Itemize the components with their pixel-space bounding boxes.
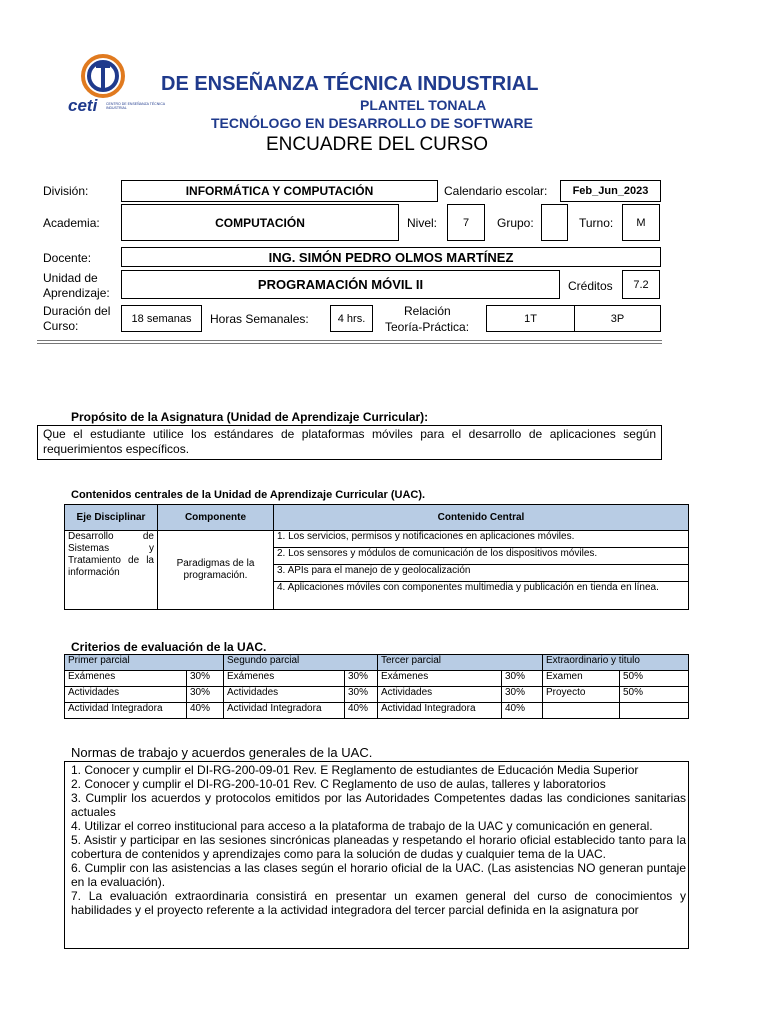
contenido-item: 4. Aplicaciones móviles con componentes multimedia y publicación en tienda en línea. [274,582,689,610]
teoria-field: 1T [486,305,575,332]
norma-item: 3. Cumplir los acuerdos y protocolos emitidos por las Autoridades Competentes dadas las condiciones sanitarias actuales [71,791,686,819]
criterio-cell: Exámenes [224,671,345,687]
criterio-header: Primer parcial [65,655,224,671]
norma-item: 6. Cumplir con las asistencias a las clases según el horario oficial de la UAC. (Las asistencias NO generan puntaje en la evaluación). [71,861,686,889]
header-componente: Componente [158,505,274,531]
criterio-cell: 50% [620,687,689,703]
normas-title: Normas de trabajo y acuerdos generales de la UAC. [71,745,373,760]
division-label: División: [43,184,89,198]
relacion-label-2: Teoría-Práctica: [385,320,470,334]
turno-label: Turno: [579,216,614,230]
header-contenido: Contenido Central [274,505,689,531]
criterio-cell [543,703,620,719]
norma-item: 5. Asistir y participar en las sesiones sincrónicas planeadas y respetando el horario oficial establecido tanto para la cobertura de contenidos y aprendizajes como para la solución de dudas y cualquier tema de la UAC. [71,833,686,861]
docente-field: ING. SIMÓN PEDRO OLMOS MARTÍNEZ [121,247,661,267]
creditos-label: Créditos [568,279,613,293]
criterio-cell: 30% [502,687,543,703]
criterio-cell: 30% [345,671,378,687]
horas-field: 4 hrs. [330,305,373,332]
division-field: INFORMÁTICA Y COMPUTACIÓN [121,180,438,202]
criterio-cell: 30% [345,687,378,703]
plantel-name: PLANTEL TONALA [360,97,487,113]
grupo-label: Grupo: [497,216,534,230]
turno-field: M [622,204,660,241]
criterio-header: Tercer parcial [378,655,543,671]
componente-cell: Paradigmas de la programación. [158,531,274,610]
criterio-header: Segundo parcial [224,655,378,671]
duracion-label-2: Curso: [43,319,79,333]
duracion-field: 18 semanas [121,305,202,332]
academia-field: COMPUTACIÓN [121,204,399,241]
grupo-field [541,204,568,241]
criterio-cell: 40% [345,703,378,719]
normas-box [64,761,689,949]
proposito-text: Que el estudiante utilice los estándares de plataformas móviles para el desarrollo de aplicaciones según requerimientos específicos. [43,427,656,456]
norma-item: 1. Conocer y cumplir el DI-RG-200-09-01 Rev. E Reglamento de estudiantes de Educación Media Superior [71,763,639,777]
contenido-item: 2. Los sensores y módulos de comunicación de los dispositivos móviles. [274,548,689,565]
criterio-cell: 50% [620,671,689,687]
ceti-logo [66,52,171,122]
docente-label: Docente: [43,251,92,265]
contenido-item: 3. APIs para el manejo de y geolocalización [274,565,689,582]
criterio-cell: 30% [187,671,224,687]
header-eje: Eje Disciplinar [65,505,158,531]
academia-label: Academia: [43,216,100,230]
norma-item: 7. La evaluación extraordinaria consistirá en presentar un examen general del curso de conocimientos y habilidades y el proyecto referente a la actividad integradora del tercer parcial definida en la asignatura por [71,889,686,917]
unidad-label-1: Unidad de [43,271,98,285]
criterios-title: Criterios de evaluación de la UAC. [71,640,267,654]
program-name: TECNÓLOGO EN DESARROLLO DE SOFTWARE [211,115,534,131]
criterio-cell: 40% [187,703,224,719]
nivel-label: Nivel: [407,216,438,230]
criterio-cell: Exámenes [378,671,502,687]
practica-field: 3P [574,305,661,332]
section-divider [37,340,662,344]
eje-cell: Desarrollo de Sistemas y Tratamiento de la información [65,531,158,610]
criterio-header: Extraordinario y titulo [543,655,689,671]
unidad-label-2: Aprendizaje: [43,286,110,300]
norma-item: 2. Conocer y cumplir el DI-RG-200-10-01 Rev. C Reglamento de uso de aulas, talleres y laboratorios [71,777,606,791]
document-title: ENCUADRE DEL CURSO [266,134,489,155]
proposito-title: Propósito de la Asignatura (Unidad de Aprendizaje Curricular): [71,410,429,424]
criterio-cell: Actividad Integradora [378,703,502,719]
criterio-cell: Proyecto [543,687,620,703]
criterio-cell: Actividades [65,687,187,703]
criterio-cell: Actividad Integradora [65,703,187,719]
contenidos-table [64,504,689,610]
unidad-field: PROGRAMACIÓN MÓVIL II [121,270,560,299]
criterio-cell: Examen [543,671,620,687]
institution-title: DE ENSEÑANZA TÉCNICA INDUSTRIAL [161,73,539,95]
logo-text: ceti [68,96,98,115]
relacion-label-1: Relación [404,304,451,318]
horas-label: Horas Semanales: [210,312,309,326]
criterio-cell: 30% [502,671,543,687]
criterio-cell: Actividad Integradora [224,703,345,719]
nivel-field: 7 [447,204,485,241]
criterio-cell: Actividades [378,687,502,703]
proposito-box [37,425,662,460]
criterio-cell: Exámenes [65,671,187,687]
calendario-field: Feb_Jun_2023 [560,180,661,202]
duracion-label-1: Duración del [43,304,111,318]
norma-item: 4. Utilizar el correo institucional para acceso a la plataforma de trabajo de la UAC y comunicación en general. [71,819,653,833]
contenidos-title: Contenidos centrales de la Unidad de Aprendizaje Curricular (UAC). [71,489,426,501]
criterio-cell: 40% [502,703,543,719]
criterios-table [64,654,689,719]
calendario-label: Calendario escolar: [444,184,548,198]
criterio-cell [620,703,689,719]
criterio-cell: Actividades [224,687,345,703]
criterio-cell: 30% [187,687,224,703]
logo-subtext: CENTRO DE ENSEÑANZA TÉCNICA INDUSTRIAL [106,102,165,110]
contenido-item: 1. Los servicios, permisos y notificaciones en aplicaciones móviles. [274,531,689,548]
creditos-field: 7.2 [622,270,660,299]
